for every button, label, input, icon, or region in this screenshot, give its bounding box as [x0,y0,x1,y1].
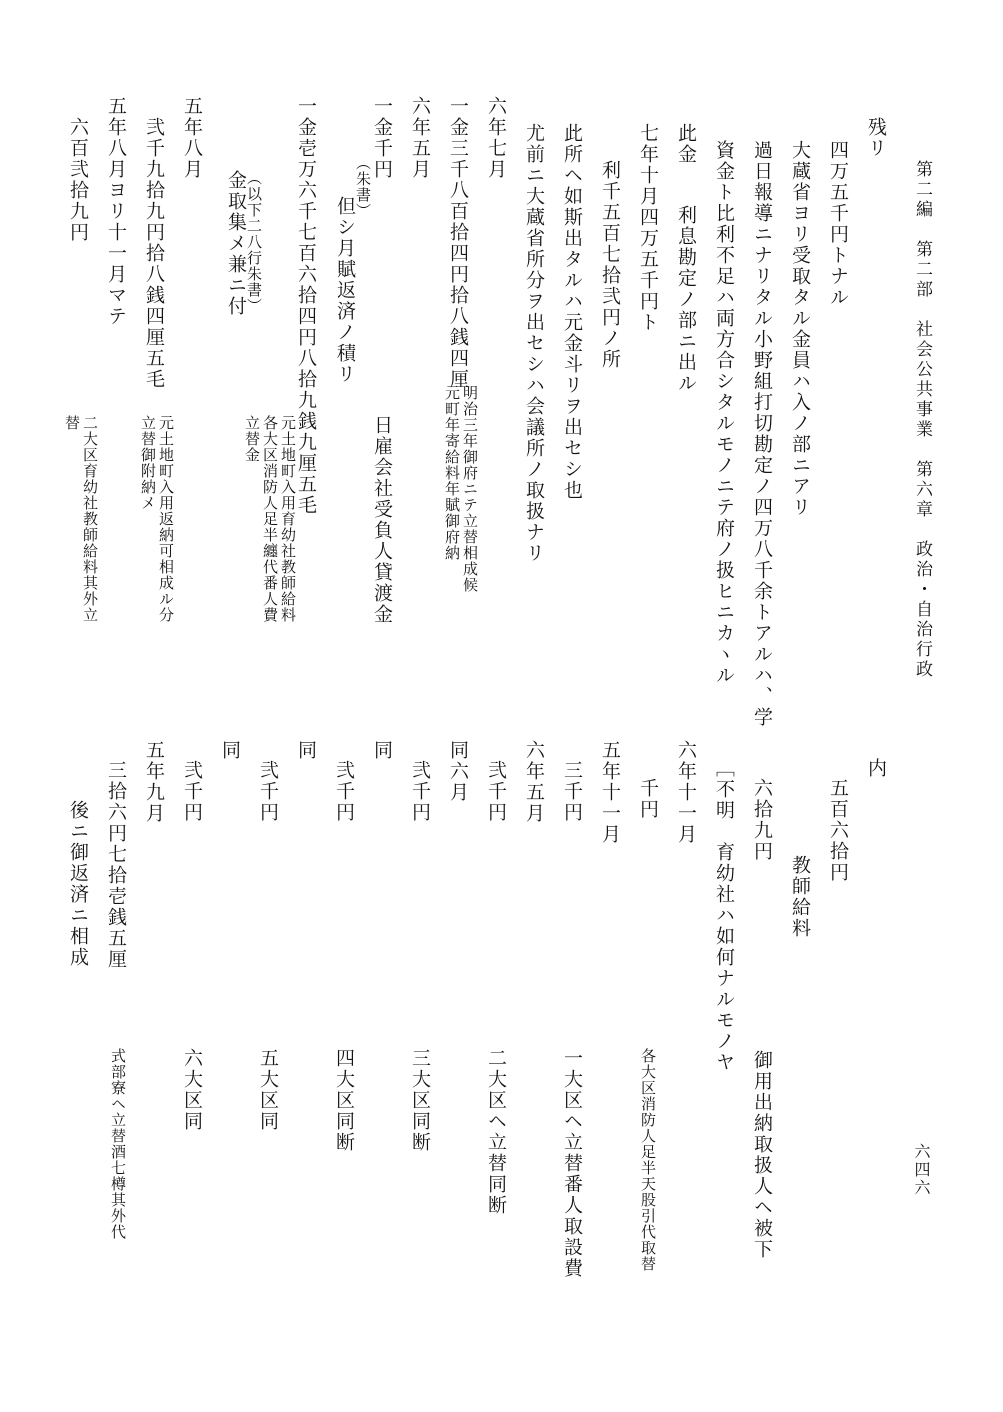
text-column: 残リ [865,117,887,159]
annotation-note: 立替金 [243,415,261,463]
text-column: 一金三千八百拾四円拾八銭四厘 [447,96,469,390]
annotation-note: 立替御附納メ [139,415,157,511]
annotation-note: 各大区消防人足半纏代番人費 [261,415,279,623]
text-column: 同六月 [447,740,469,803]
text-column: 四万五千円トナル [827,140,849,308]
text-column: 尤前ニ大蔵省所分ヲ出セシハ会議所ノ取扱ナリ [523,123,545,564]
text-column: 五年十一月 [599,740,621,845]
annotation-note: 明治三年御府ニテ立替相成候 [461,385,479,593]
text-column: 五年九月 [143,740,165,824]
text-column: 但シ月賦返済ノ積リ [334,196,356,385]
annotation-note: 元土地町入用返納可相成ル分 [157,415,175,623]
text-column: 二大区ヘ立替同断 [485,1048,507,1216]
text-column: 同 [219,740,241,761]
text-column: 五大区同 [257,1048,279,1132]
text-column: 四大区同断 [333,1048,355,1153]
text-column: 此金 [675,123,697,165]
text-column: 弐千円 [485,760,507,823]
text-column: 教師給料 [789,855,811,939]
annotation-note: 各大区消防人足半天股引代取替 [639,1048,657,1272]
red-ink-note: （以下二八行朱書） [245,170,263,314]
text-column: 五百六拾円 [827,778,849,883]
text-column: 六年五月 [409,96,431,180]
running-header: 第二編 第二部 社会公共事業 第六章 政治・自治行政 [912,160,932,680]
text-column: 三大区同断 [409,1048,431,1153]
text-column: 六大区同 [181,1048,203,1132]
editor-note: ［不明 育幼社ハ如何ナルモノヤ [713,758,735,1073]
text-column: 一金壱万六千七百六拾四円八拾九銭九厘五毛 [295,96,317,516]
text-column: 三千円 [561,760,583,823]
text-column: 五年八月 [181,96,203,180]
text-column: 資金ト比利不足ハ両方合シタルモノニテ府ノ扱ヒニカヽル [713,140,735,686]
annotation-note: 二大区育幼社教師給料其外立 [81,415,99,623]
annotation-note: 日雇会社受負人貸渡金 [371,415,393,625]
text-column: 同 [295,740,317,761]
text-column: 一金千円 [371,96,393,180]
text-column: 五年八月ヨリ十一月マテ [105,96,127,327]
red-ink-note: （朱書） [354,155,372,219]
text-column: 三拾六円七拾壱銭五厘 [105,760,127,970]
text-column: 過日報導ニナリタル小野組打切勘定ノ四万八千余トアルハ、学 [751,140,773,728]
annotation-note: 式部寮ヘ立替酒七樽其外代 [109,1048,127,1240]
text-column: 弐千円 [257,760,279,823]
text-column: 利千五百七拾弐円ノ所 [599,160,621,370]
text-column: 千円 [637,778,659,820]
text-column: 七年十月四万五千円ト [637,123,659,333]
text-column: 此所ヘ如斯出タルハ元金斗リヲ出セシ也 [561,123,583,501]
text-column: 一大区ヘ立替番人取設費 [561,1048,583,1279]
text-column: 弐千円 [333,760,355,823]
text-column: 弐千円 [409,760,431,823]
text-column: 六年七月 [485,96,507,180]
text-column: 後ニ御返済ニ相成 [67,800,89,968]
text-column: 六年十一月 [675,740,697,845]
text-column: 御用出納取扱人ヘ被下 [751,1050,773,1260]
text-column: 利息勘定ノ部ニ出ル [675,205,697,394]
text-column: 弐千円 [181,760,203,823]
text-column: 六年五月 [523,740,545,824]
text-column: 六百弐拾九円 [67,117,89,243]
text-column: 大蔵省ヨリ受取タル金員ハ入ノ部ニアリ [789,140,811,518]
annotation-note: 替 [63,415,81,431]
page-number: 六四六 [912,1143,931,1197]
text-column: 同 [371,740,393,761]
text-column: 内 [865,758,887,779]
text-column: 六拾九円 [751,778,773,862]
annotation-note: 元町年寄給料年賦御府納 [443,385,461,561]
text-column: 金取集メ兼ニ付 [225,170,247,317]
text-column: 弐千九拾九円拾八銭四厘五毛 [143,117,165,390]
annotation-note: 元土地町入用育幼社教師給料 [279,415,297,623]
